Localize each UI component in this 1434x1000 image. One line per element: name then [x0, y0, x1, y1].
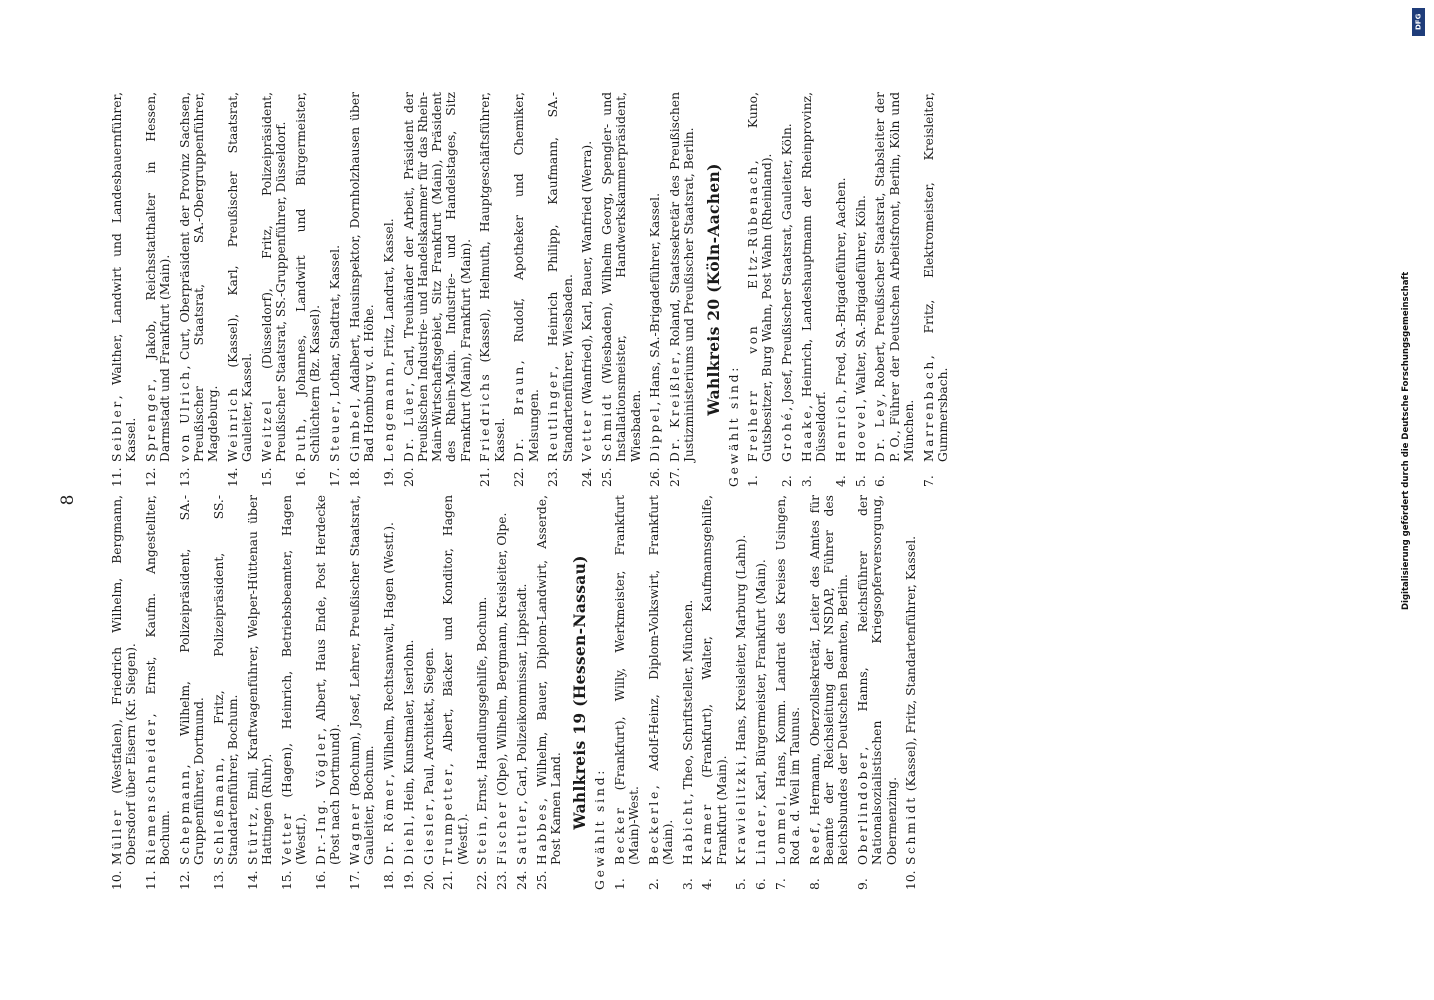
entry-text: [613, 495, 641, 865]
entry-number: 11.: [110, 467, 124, 487]
entry-details: , Hans, Kreisleiter, Marburg (Lahn).: [734, 534, 749, 759]
entry-name: Habicht: [680, 797, 695, 865]
entry-number: 23.: [546, 467, 561, 487]
entry-number: 25.: [600, 467, 615, 487]
list-item: [422, 495, 436, 890]
entry-text: [873, 92, 916, 462]
entry-number: 27.: [668, 467, 683, 487]
entry-details: , Kuno, Gutsbesitzer, Burg Wahn, Post Wahn (Rheinland).: [746, 92, 775, 462]
list-item: [382, 495, 396, 890]
entry-number: 1.: [612, 878, 627, 890]
entry-number: 26.: [648, 467, 663, 487]
list-item: [922, 92, 950, 487]
list-item: [580, 92, 594, 487]
entry-details: , Fritz, Polizeipräsident, SS.-Standartenführer, Bochum.: [212, 495, 241, 865]
entry-number: 11.: [144, 870, 158, 890]
entry-details: (Düsseldorf), Fritz, Polizeipräsident, Preußischer Staatsrat, SS.-Gruppenführer, Düsseldorf.: [260, 92, 289, 462]
list-item: [746, 92, 774, 487]
entry-details: , Albert, Bäcker und Konditor, Hagen (Westf.).: [441, 495, 470, 865]
list-item: [780, 92, 794, 487]
entry-text: [314, 495, 342, 865]
entry-details: , Hein, Kunstmaler, Iserlohn.: [401, 639, 416, 820]
entry-text: [856, 495, 899, 865]
entry-name: Diehl: [401, 819, 416, 865]
entry-name: Trumpetter: [441, 767, 456, 865]
entry-number: 2.: [780, 475, 795, 487]
entry-number: 14.: [226, 467, 241, 487]
entry-number: 6.: [754, 878, 769, 890]
list-item: [212, 495, 240, 890]
entry-details: , Roland, Staatssekretär des Preußischen Justizministeriums und Preußischer Staatsrat, Berlin.: [668, 92, 697, 462]
entry-text: [904, 495, 918, 865]
left-entries-bottom: [613, 495, 919, 890]
list-item: [808, 495, 851, 890]
entry-text: [681, 495, 695, 865]
entry-text: [348, 495, 376, 865]
entry-details: , Wilhelm, Rechtsanwalt, Hagen (Westf.).: [382, 522, 396, 778]
entry-text: [328, 92, 342, 462]
elected-label: Gewählt sind:: [726, 364, 741, 487]
entry-details: (Hagen), Heinrich, Betriebsbeamter, Hagen (Westf.).: [280, 495, 309, 865]
entry-name: Lommel: [773, 799, 788, 865]
entry-number: 18.: [348, 467, 362, 487]
entry-name: Schepmann: [178, 768, 192, 865]
entry-details: , Hans, Komm. Landrat des Kreises Usingen, Rod a. d. Weil im Taunus.: [773, 495, 803, 865]
entry-details: , Adalbert, Hausinspektor, Dornholzhausen über Bad Homburg v. d. Höhe.: [348, 92, 377, 462]
entry-text: [212, 495, 240, 865]
entry-number: 17.: [328, 467, 343, 487]
entry-details: , Karl, Bürgermeister, Frankfurt (Main).: [754, 559, 769, 809]
dfg-sidebar: [1400, 0, 1434, 1000]
entry-details: (Kassel), Helmuth, Hauptgeschäftsführer, Kassel.: [478, 92, 507, 462]
list-item: [700, 495, 728, 890]
entry-name: Vetter: [280, 811, 294, 865]
entry-name: Dr.-Ing. Vögler: [314, 731, 328, 865]
section-heading-wahlkreis-19: Wahlkreis 19 (Hessen-Nassau): [570, 555, 590, 830]
entry-details: , Heinrich, Landeshauptmann der Rheinprovinz, Düsseldorf.: [799, 92, 829, 462]
list-item: [648, 92, 662, 487]
right-entries-bottom: [746, 92, 950, 487]
entry-text: [110, 495, 138, 865]
entry-number: 6.: [873, 475, 888, 487]
entry-text: [780, 92, 794, 462]
dfg-credit-text: Digitalisierung gefördert durch die Deutsche Forschungsgemeinschaft: [1401, 271, 1411, 610]
entry-text: [754, 495, 768, 865]
list-item: [515, 495, 529, 890]
entry-name: Fischer: [495, 800, 510, 865]
list-item: [178, 92, 221, 487]
entry-name: Dr. Braun: [512, 364, 527, 462]
list-item: [873, 92, 916, 487]
entry-name: Beckerle: [646, 789, 661, 865]
entry-name: Becker: [612, 805, 627, 865]
entry-details: , Josef, Preußischer Staatsrat, Gauleiter, Köln.: [780, 123, 795, 411]
entry-text: [512, 92, 540, 462]
left-column: [110, 495, 924, 890]
right-entries-top: [110, 92, 697, 487]
entry-name: Henrich: [833, 393, 848, 462]
entry-name: Krawielitzki: [734, 758, 749, 865]
entry-number: 19.: [401, 870, 416, 890]
entry-details: (Kassel), Fritz, Standartenführer, Kassel.: [904, 535, 919, 796]
list-item: [512, 92, 540, 487]
entry-name: Gimbel: [348, 401, 362, 462]
entry-text: [144, 92, 172, 462]
entry-details: , Ernst, Handlungsgehilfe, Bochum.: [475, 596, 490, 820]
entry-text: [110, 92, 138, 462]
entry-text: [348, 92, 376, 462]
entry-name: Dr. Kreißler: [668, 355, 683, 462]
list-item: [402, 495, 416, 890]
entry-name: Müller: [110, 807, 124, 865]
entry-number: 19.: [382, 467, 396, 487]
entry-name: Wagner: [348, 801, 362, 865]
entry-text: [834, 92, 848, 462]
entry-number: 12.: [178, 870, 192, 890]
section-heading-wahlkreis-20: Wahlkreis 20 (Köln-Aachen): [703, 163, 723, 416]
list-item: [647, 495, 675, 890]
list-item: [495, 495, 509, 890]
list-item: [246, 495, 274, 890]
entry-details: , Fritz, Elektromeister, Kreisleiter, Gummersbach.: [921, 92, 950, 462]
entry-text: [746, 92, 774, 462]
list-item: [856, 495, 899, 890]
entry-details: , Wilhelm, Bauer, Diplom-Landwirt, Asserde, Post Kamen Land.: [534, 495, 563, 865]
entry-text: [382, 495, 396, 865]
page-number: 8: [58, 494, 78, 506]
entry-name: Habbes: [534, 802, 549, 865]
list-item: [854, 92, 868, 487]
list-item: [348, 495, 376, 890]
list-item: [441, 495, 469, 890]
entry-details: (Wiesbaden), Wilhelm Georg, Spengler- und Installationsmeister, Handwerkskammerpräsident, Wiesbaden.: [600, 92, 643, 462]
entry-details: , Walter, SA.-Brigadeführer, Köln.: [853, 195, 868, 403]
entry-number: 20.: [421, 870, 436, 890]
entry-name: Puth: [294, 422, 309, 462]
entry-text: [280, 495, 308, 865]
entry-name: Marrenbach: [921, 359, 936, 462]
entry-number: 13.: [178, 467, 192, 487]
entry-number: 23.: [495, 870, 510, 890]
entry-name: Stein: [475, 819, 490, 865]
entry-text: [668, 92, 696, 462]
entry-number: 2.: [646, 878, 661, 890]
entry-details: , Hans, SA.-Brigadeführer, Kassel.: [648, 193, 663, 406]
entry-details: , Ernst, Kaufm. Angestellter, Bochum.: [144, 495, 173, 865]
list-item: [110, 495, 138, 890]
entry-number: 17.: [348, 870, 362, 890]
entry-number: 21.: [441, 870, 456, 890]
list-item: [144, 92, 172, 487]
entry-details: (Bochum), Josef, Lehrer, Preußischer Staatsrat, Gauleiter, Bochum.: [348, 495, 377, 865]
entry-number: 15.: [260, 467, 275, 487]
entry-number: 18.: [382, 870, 396, 890]
entry-number: 16.: [294, 467, 309, 487]
entry-details: , Paul, Architekt, Siegen.: [421, 647, 436, 803]
list-item: [294, 92, 322, 487]
list-item: [226, 92, 254, 487]
entry-details: , Fred, SA.-Brigadeführer, Aachen.: [833, 177, 848, 394]
entry-details: , Hanns, Reichsführer der Nationalsozialistischen Kriegsopferversorgung, Obermenzing.: [856, 495, 899, 865]
entry-text: [144, 495, 172, 865]
entry-name: Steuer: [328, 404, 343, 462]
entry-number: 4.: [833, 475, 848, 487]
entry-number: 9.: [856, 878, 871, 890]
list-item: [800, 92, 828, 487]
entry-details: (Westfalen), Friedrich Wilhelm, Bergmann, Obersdorf über Eisern (Kr. Siegen).: [110, 495, 139, 865]
entry-text: [475, 495, 489, 865]
entry-details: , Walther, Landwirt und Landesbauernführer, Kassel.: [110, 92, 139, 462]
entry-text: [647, 495, 675, 865]
entry-name: Weitzel: [260, 398, 275, 462]
list-item: [314, 495, 342, 890]
entry-name: Grohé: [780, 410, 795, 462]
entry-name: Linder: [754, 808, 769, 865]
entry-details: (Olpe), Wilhelm, Bergmann, Kreisleiter, Olpe.: [495, 512, 510, 801]
entry-name: Schmidt: [904, 795, 919, 865]
entry-number: 8.: [807, 878, 822, 890]
entry-details: (Frankfurt), Walter, Kaufmannsgehilfe, Frankfurt (Main).: [700, 495, 729, 865]
list-item: [260, 92, 288, 487]
list-item: [754, 495, 768, 890]
entry-details: (Wanfried), Karl, Bauer, Wanfried (Werra).: [580, 140, 595, 409]
entry-number: 4.: [700, 878, 715, 890]
entry-text: [495, 495, 509, 865]
entry-name: Dr. Lüer: [401, 386, 416, 462]
entry-text: [546, 92, 574, 462]
entry-name: Seibler: [110, 399, 124, 462]
list-item: [734, 495, 748, 890]
list-item: [144, 495, 172, 890]
entry-name: Sattler: [514, 804, 529, 865]
entry-details: , Adolf-Heinz, Diplom-Volkswirt, Frankfurt (Main).: [646, 495, 675, 865]
entry-number: 13.: [212, 870, 226, 890]
entry-details: , Theo, Schriftsteller, München.: [680, 599, 695, 798]
entry-details: (Kassel), Karl, Preußischer Staatsrat, Gauleiter, Kassel.: [226, 92, 255, 462]
entry-text: [922, 92, 950, 462]
entry-name: Weinrich: [226, 385, 241, 462]
list-item: [382, 92, 396, 487]
entry-details: , Carl, Treuhänder der Arbeit, Präsident der Preußischen Industrie- und Handelskammer für das Rhein-Main-Wirtschaftsgebiet, Sitz Frankfurt (Main), Präsident des Rhein-Main. Industrie- und Handelstages, Sitz Frankfurt (Main), Frankfurt (Main).: [401, 91, 473, 462]
entry-name: Lengemann: [382, 365, 396, 462]
entry-details: , Lothar, Stadtrat, Kassel.: [328, 245, 343, 405]
list-item: [348, 92, 376, 487]
entry-name: Giesler: [421, 802, 436, 865]
entry-number: 3.: [799, 475, 814, 487]
list-item: [546, 92, 574, 487]
elected-label: Gewählt sind:: [593, 767, 608, 890]
entry-name: Reef: [807, 826, 822, 865]
entry-details: , Albert, Haus Ende, Post Herdecke (Post nach Dortmund).: [314, 495, 343, 865]
entry-text: [246, 495, 274, 865]
entry-text: [774, 495, 802, 865]
entry-name: Kramer: [700, 802, 715, 865]
entry-number: 21.: [478, 467, 493, 487]
entry-text: [808, 495, 851, 865]
entry-text: [515, 495, 529, 865]
entry-name: Schleßmann: [212, 761, 226, 865]
entry-number: 25.: [534, 870, 549, 890]
left-entries-top: [110, 495, 563, 890]
entry-number: 10.: [904, 870, 919, 890]
entry-name: Friedrichs: [478, 371, 493, 462]
entry-number: 14.: [246, 870, 260, 890]
entry-name: Vetter: [580, 408, 595, 462]
list-item: [535, 495, 563, 890]
entry-details: , Hermann, Oberzollsekretär, Leiter des Amtes für Beamte der Reichsleitung der NSDAP, Führer des Reichsbundes der Deutschen Beamten, Berlin.: [807, 495, 851, 865]
entry-text: [402, 92, 473, 462]
entry-text: [600, 92, 643, 462]
list-item: [774, 495, 802, 890]
entry-number: 22.: [512, 467, 527, 487]
entry-details: , Robert, Preußischer Staatsrat, Stabsleiter der P. O., Führer der Deutschen Arbeitsfront, Berlin, Köln und München.: [873, 91, 916, 462]
entry-number: 20.: [401, 467, 416, 487]
entry-name: Dippel: [648, 405, 663, 462]
entry-text: [402, 495, 416, 865]
entry-name: Riemenschneider: [144, 717, 158, 865]
entry-number: 15.: [280, 870, 294, 890]
list-item: [681, 495, 695, 890]
entry-text: [535, 495, 563, 865]
list-item: [475, 495, 489, 890]
entry-text: [260, 92, 288, 462]
entry-text: [178, 495, 206, 865]
entry-details: (Frankfurt), Willy, Werkmeister, Frankfurt (Main)-West.: [612, 495, 641, 865]
entry-number: 7.: [773, 878, 788, 890]
list-item: [402, 92, 473, 487]
list-item: [613, 495, 641, 890]
entry-text: [580, 92, 594, 462]
entry-name: Freiherr von Eltz-Rübenach: [746, 164, 761, 462]
entry-text: [441, 495, 469, 865]
entry-number: 24.: [580, 467, 595, 487]
entry-details: , Wilhelm, Polizeipräsident, SA.-Gruppenführer, Dortmund.: [178, 495, 207, 865]
entry-name: Dr. Ley: [873, 397, 888, 462]
entry-name: Dr. Römer: [382, 777, 396, 865]
entry-name: Oberlindober: [856, 750, 871, 865]
list-item: [328, 92, 342, 487]
entry-text: [294, 92, 322, 462]
entry-name: Reutlinger: [546, 369, 561, 462]
entry-name: Stürtz: [246, 810, 260, 865]
entry-name: Sprenger: [144, 382, 158, 462]
entry-text: [226, 92, 254, 462]
entry-details: , Heinrich Philipp, Kaufmann, SA.-Standartenführer, Wiesbaden.: [546, 92, 575, 462]
entry-text: [178, 92, 221, 462]
entry-name: Haake: [799, 408, 814, 462]
entry-number: 7.: [921, 475, 936, 487]
entry-details: , Curt, Oberpräsident der Provinz Sachsen, Preußischer Staatsrat, SA.-Obergruppenführer, Magdeburg.: [178, 91, 221, 462]
entry-details: , Johannes, Landwirt und Bürgermeister, Schlüchtern (Bz. Kassel).: [294, 92, 323, 462]
entry-name: von Ulrich: [178, 369, 192, 462]
entry-text: [854, 92, 868, 462]
entry-details: , Fritz, Landrat, Kassel.: [382, 218, 396, 366]
list-item: [904, 495, 918, 890]
entry-details: , Rudolf, Apotheker und Chemiker, Melsungen.: [512, 92, 541, 462]
list-item: [110, 92, 138, 487]
entry-text: [700, 495, 728, 865]
entry-name: Hoevel: [853, 402, 868, 462]
list-item: [834, 92, 848, 487]
list-item: [280, 495, 308, 890]
entry-number: 1.: [746, 475, 761, 487]
entry-number: 10.: [110, 870, 124, 890]
entry-text: [800, 92, 828, 462]
list-item: [600, 92, 643, 487]
entry-text: [382, 92, 396, 462]
entry-number: 5.: [734, 878, 749, 890]
entry-number: 3.: [680, 878, 695, 890]
dfg-logo: DFG: [1412, 8, 1425, 36]
entry-details: , Jakob, Reichsstatthalter in Hessen, Darmstadt und Frankfurt (Main).: [144, 92, 173, 462]
entry-number: 22.: [475, 870, 490, 890]
list-item: [478, 92, 506, 487]
list-item: [178, 495, 206, 890]
right-column: [110, 92, 956, 487]
entry-number: 5.: [853, 475, 868, 487]
entry-details: , Emil, Kraftwagenführer, Welper-Hüttenau über Hattingen (Ruhr).: [246, 495, 275, 865]
entry-name: Schmidt: [600, 392, 615, 462]
entry-text: [648, 92, 662, 462]
entry-text: [422, 495, 436, 865]
entry-number: 24.: [514, 870, 529, 890]
entry-details: , Carl, Polizeikommissar, Lippstadt.: [514, 583, 529, 805]
entry-text: [478, 92, 506, 462]
entry-number: 16.: [314, 870, 328, 890]
entry-text: [734, 495, 748, 865]
entry-number: 12.: [144, 467, 158, 487]
list-item: [668, 92, 696, 487]
